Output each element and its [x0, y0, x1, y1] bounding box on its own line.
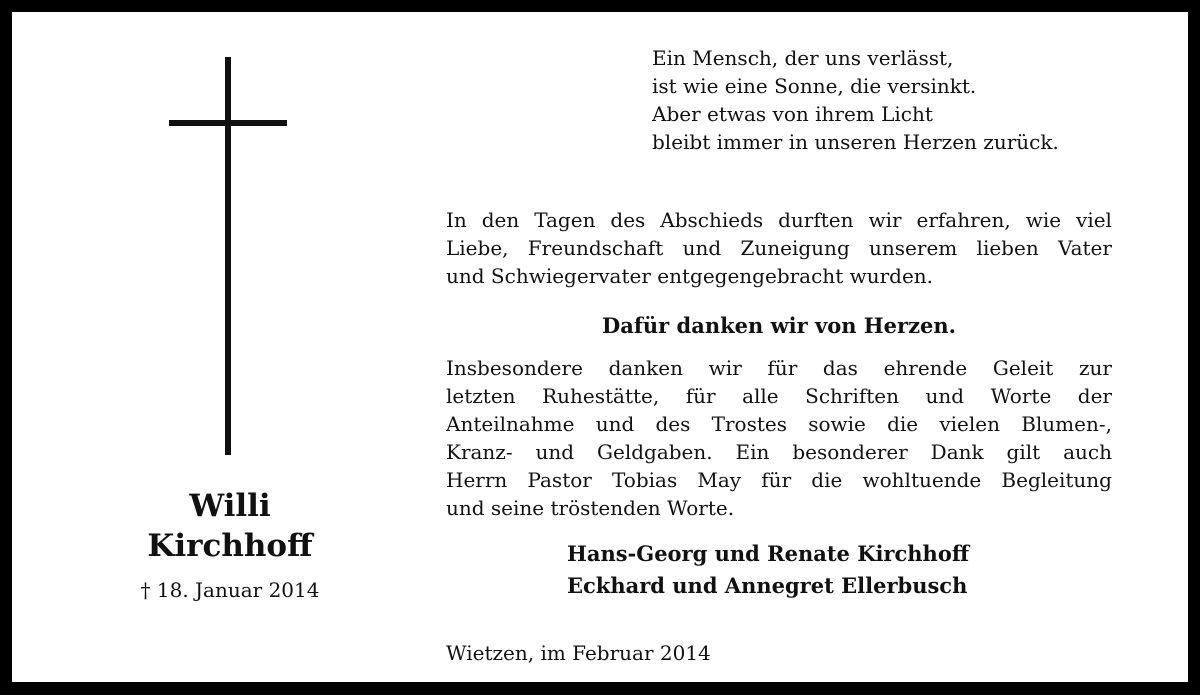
obituary-notice	[12, 12, 1188, 682]
word: viel	[1076, 208, 1112, 232]
word: wohltuende	[862, 468, 982, 492]
word: Kranz-	[446, 440, 513, 464]
thanks-paragraph-intro	[446, 206, 1112, 290]
word: In	[446, 208, 467, 232]
thanks-heading: Dafür danken wir von Herzen.	[602, 313, 956, 338]
poem-line: bleibt immer in unseren Herzen zurück.	[652, 130, 1059, 154]
word: des	[655, 412, 691, 436]
word: des	[610, 208, 646, 232]
cross-icon-vertical-bar	[225, 57, 231, 455]
word: Liebe,	[446, 236, 509, 260]
paragraph-line	[446, 466, 1112, 494]
word: für	[767, 356, 798, 380]
word: sowie	[808, 412, 866, 436]
paragraph-line	[446, 410, 1112, 438]
paragraph-line: und Schwiegervater entgegengebracht wurden.	[446, 264, 934, 288]
word: die	[811, 468, 843, 492]
word: Schriften	[805, 384, 900, 408]
word: und	[535, 440, 575, 464]
word: zur	[1079, 356, 1112, 380]
paragraph-line	[446, 438, 1112, 466]
word: Pastor	[527, 468, 592, 492]
paragraph-line	[446, 382, 1112, 410]
word: Geldgaben.	[597, 440, 713, 464]
word: lieben	[976, 236, 1039, 260]
thanks-paragraph-details	[446, 354, 1112, 522]
word: und	[682, 236, 722, 260]
word: vielen	[939, 412, 1000, 436]
word: Worte	[990, 384, 1052, 408]
word: besonderer	[792, 440, 908, 464]
word: und	[595, 412, 635, 436]
word: ehrende	[883, 356, 968, 380]
word: gilt	[1006, 440, 1041, 464]
signers	[567, 538, 969, 602]
word: der	[1077, 384, 1112, 408]
word: durften	[778, 208, 854, 232]
word: Ein	[735, 440, 770, 464]
word: Freundschaft	[527, 236, 664, 260]
word: das	[822, 356, 858, 380]
paragraph-line: und seine tröstenden Worte.	[446, 496, 735, 520]
word: erfahren,	[916, 208, 1011, 232]
word: Herrn	[446, 468, 508, 492]
word: Trostes	[711, 412, 787, 436]
place-and-date: Wietzen, im Februar 2014	[446, 641, 711, 665]
word: Dank	[930, 440, 984, 464]
word: die	[887, 412, 919, 436]
word: Zuneigung	[740, 236, 850, 260]
word: Ruhestätte,	[542, 384, 660, 408]
word: wir	[708, 356, 742, 380]
cross-icon-horizontal-bar	[169, 120, 287, 126]
word: Tobias	[612, 468, 678, 492]
word: unserem	[869, 236, 958, 260]
word: letzten	[446, 384, 516, 408]
word: danken	[608, 356, 684, 380]
word: für	[761, 468, 792, 492]
word: für	[685, 384, 716, 408]
word: Blumen-,	[1021, 412, 1112, 436]
poem-line: Ein Mensch, der uns verlässt,	[652, 46, 954, 70]
paragraph-line	[446, 234, 1112, 262]
word: auch	[1063, 440, 1112, 464]
word: wie	[1025, 208, 1062, 232]
word: Geleit	[992, 356, 1054, 380]
word: Vater	[1057, 236, 1112, 260]
paragraph-line	[446, 354, 1112, 382]
poem	[652, 44, 1152, 156]
word: den	[481, 208, 520, 232]
signer-line: Hans-Georg und Renate Kirchhoff	[567, 541, 970, 566]
word: Tagen	[534, 208, 596, 232]
word: Abschieds	[660, 208, 764, 232]
paragraph-line	[446, 206, 1112, 234]
word: alle	[742, 384, 779, 408]
death-date: † 18. Januar 2014	[140, 578, 320, 602]
word: Insbesondere	[446, 356, 583, 380]
poem-line: ist wie eine Sonne, die versinkt.	[652, 74, 977, 98]
word: May	[697, 468, 742, 492]
signer-line: Eckhard und Annegret Ellerbusch	[567, 573, 968, 598]
deceased-last-name: Kirchhoff	[147, 528, 313, 564]
word: wir	[868, 208, 902, 232]
deceased-first-name: Willi	[189, 488, 271, 524]
word: Anteilnahme	[446, 412, 575, 436]
word: Begleitung	[1001, 468, 1112, 492]
poem-line: Aber etwas von ihrem Licht	[652, 102, 933, 126]
word: und	[925, 384, 965, 408]
